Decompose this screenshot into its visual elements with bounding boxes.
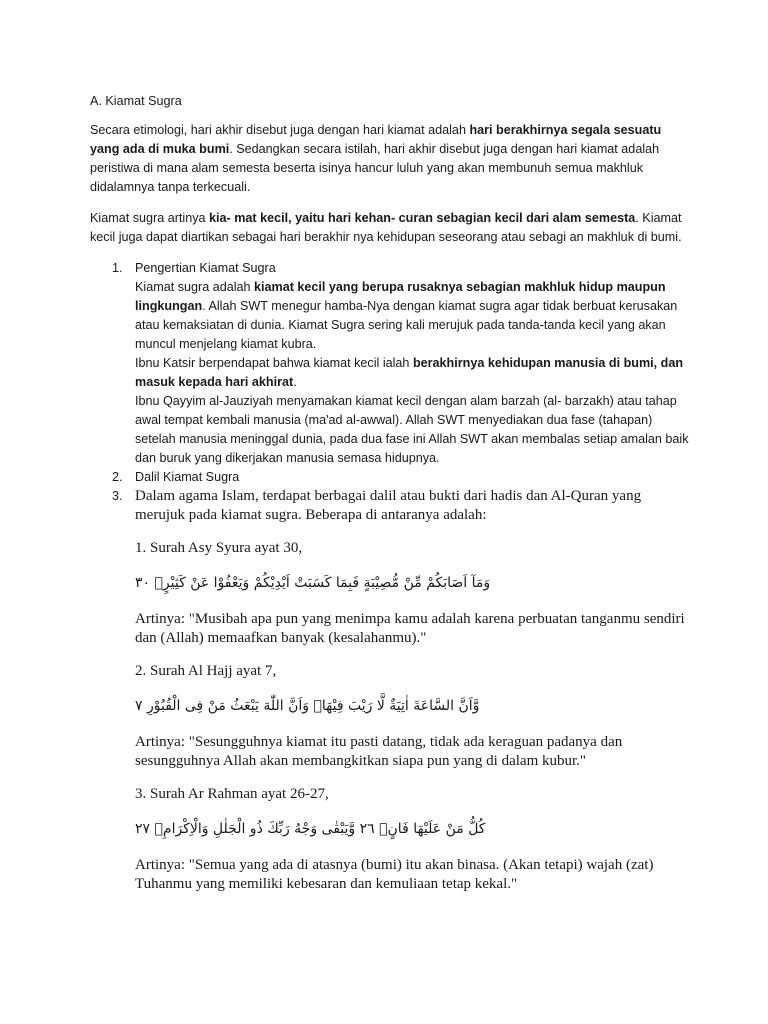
text-span: Kiamat sugra adalah bbox=[135, 280, 255, 294]
text-span: Secara etimologi, hari akhir disebut juga dengan hari kiamat adalah bbox=[90, 123, 470, 137]
verse-meaning: Artinya: "Semua yang ada di atasnya (bumi) itu akan binasa. (Akan tetapi) wajah (zat) Tuhanmu yang memiliki kebesaran dan kemuliaan tetap kekal." bbox=[135, 857, 654, 892]
list-number: 1. bbox=[112, 261, 123, 275]
pengertian-paragraph-3: Ibnu Qayyim al-Jauziyah menyamakan kiamat kecil dengan alam barzah (al- barzakh) atau tahap awal tempat kembali manusia (ma'ad al-awwal). Allah SWT menyediakan dua fase (tahapan) setelah manusia meninggal dunia, pada dua fase ini Allah SWT akan membalas setiap amalan baik dan buruk yang dikerjakan manusia semasa hidupnya. bbox=[135, 394, 689, 465]
list-number: 2. bbox=[112, 470, 123, 484]
arabic-verse-block bbox=[135, 572, 690, 594]
text-span: Ibnu Katsir berpendapat bahwa kiamat kecil ialah bbox=[135, 356, 413, 370]
list-item-dalil-detail bbox=[90, 487, 690, 894]
verse-meaning: Artinya: "Musibah apa pun yang menimpa kamu adalah karena perbuatan tanganmu sendiri dan (Allah) memaafkan banyak (kesalahanmu)." bbox=[135, 611, 685, 646]
arabic-verse: وَمَآ اَصَابَكُمْ مِّنْ مُّصِيْبَةٍ فَبِمَا كَسَبَتْ اَيْدِيْكُمْ وَيَعْفُوْا عَنْ كَثِيْرٍۗ ٣٠ bbox=[135, 575, 491, 591]
surah-title: 3. Surah Ar Rahman ayat 26-27, bbox=[135, 786, 329, 802]
list-item-title: Dalil Kiamat Sugra bbox=[135, 470, 240, 484]
arabic-verse: وَّاَنَّ السَّاعَةَ اٰتِيَةٌ لَّا رَيْبَ فِيْهَاۙ وَاَنَّ اللّٰهَ يَبْعَثُ مَنْ فِى الْقُبُوْرِ ٧ bbox=[135, 698, 480, 714]
arabic-verse: كُلُّ مَنْ عَلَيْهَا فَانٍۖ ٢٦ وَّيَبْقٰى وَجْهُ رَبِّكَ ذُو الْجَلٰلِ وَالْاِكْرَامِۚ ٢٧ bbox=[135, 821, 486, 837]
section-heading: A. Kiamat Sugra bbox=[90, 94, 182, 108]
bold-span: hari berakhirnya segala sesuatu yang ada di muka bumi bbox=[90, 123, 662, 156]
bold-span: berakhirnya kehidupan manusia di bumi, dan masuk kepada hari akhirat bbox=[135, 356, 684, 389]
text-span: . Sedangkan secara istilah, hari akhir disebut juga dengan hari kiamat adalah peristiwa di mana alam semesta beserta isinya hancur luluh yang akan membunuh semua makhluk didalamnya tanpa terkecuali. bbox=[90, 142, 660, 194]
list-item-title: Pengertian Kiamat Sugra bbox=[135, 261, 276, 275]
list-item-pengertian bbox=[90, 259, 690, 468]
surah-title: 2. Surah Al Hajj ayat 7, bbox=[135, 663, 277, 679]
list-number: 3. bbox=[112, 489, 123, 503]
pengertian-paragraph-2 bbox=[135, 354, 690, 392]
paragraph-etimologi bbox=[90, 121, 690, 197]
text-span: Kiamat sugra artinya bbox=[90, 211, 209, 225]
paragraph-arti-kiamat-sugra bbox=[90, 209, 690, 247]
text-span: . bbox=[293, 375, 297, 389]
text-span: . Allah SWT menegur hamba-Nya dengan kiamat sugra agar tidak berbuat kerusakan atau kemaksiatan di dunia. Kiamat Sugra sering kali merujuk pada tanda-tanda kecil yang akan muncul menjelang kiamat kubra. bbox=[135, 299, 678, 351]
dalil-intro: Dalam agama Islam, terdapat berbagai dalil atau bukti dari hadis dan Al-Quran yang merujuk pada kiamat sugra. Beberapa di antaranya adalah: bbox=[135, 488, 642, 523]
document-page bbox=[90, 92, 690, 894]
list-item-dalil bbox=[90, 468, 690, 487]
bold-span: kia- mat kecil, yaitu hari kehan- curan sebagian kecil dari alam semesta bbox=[209, 211, 636, 225]
pengertian-paragraph-1 bbox=[135, 278, 690, 354]
numbered-list bbox=[90, 259, 690, 894]
arabic-verse-block bbox=[135, 695, 690, 717]
arabic-verse-block bbox=[135, 818, 690, 840]
text-span: . Kiamat kecil juga dapat diartikan sebagai hari berakhir nya kehidupan seseorang atau sebagi an makhluk di bumi. bbox=[90, 211, 682, 244]
bold-span: kiamat kecil yang berupa rusaknya sebagian makhluk hidup maupun lingkungan bbox=[135, 280, 666, 313]
verse-meaning: Artinya: "Sesungguhnya kiamat itu pasti datang, tidak ada keraguan padanya dan sesungguhnya Allah akan membangkitkan siapa pun yang di dalam kubur." bbox=[135, 734, 623, 769]
surah-title: 1. Surah Asy Syura ayat 30, bbox=[135, 540, 303, 556]
